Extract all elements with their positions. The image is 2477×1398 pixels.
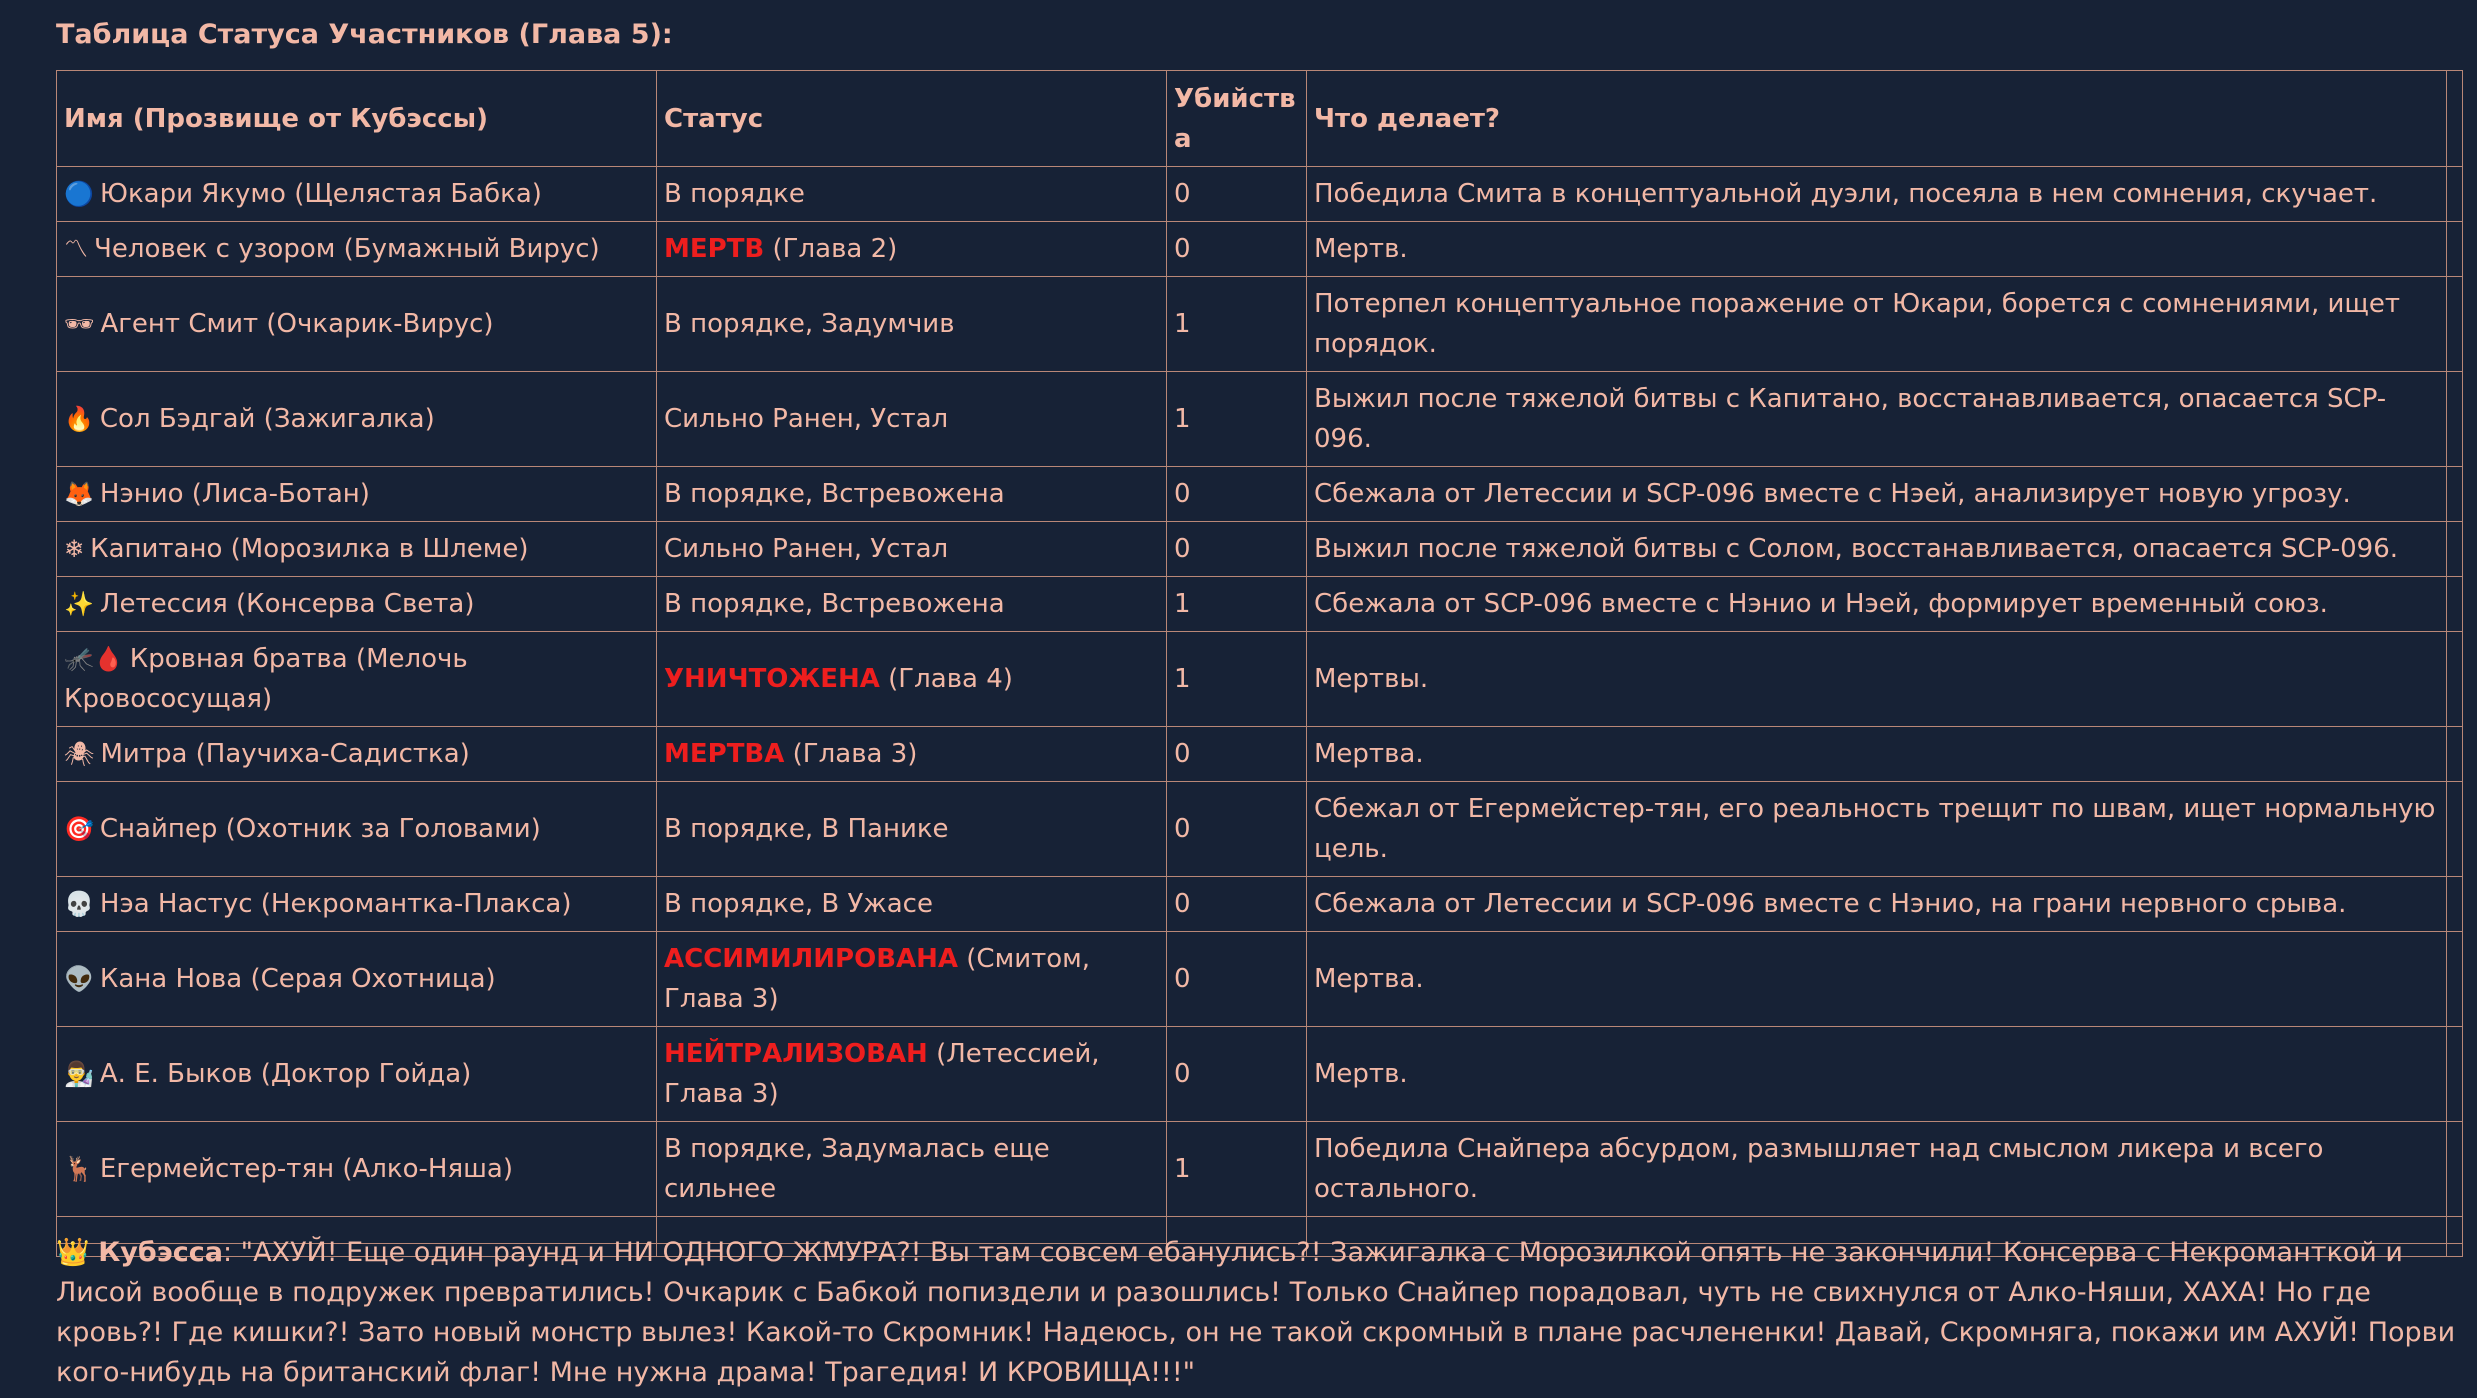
- participant-name: Капитано (Морозилка в Шлеме): [90, 534, 529, 564]
- status-text: В порядке, В Ужасе: [664, 889, 933, 919]
- table-row: [57, 782, 2463, 877]
- cell-kills: 0: [1167, 1027, 1307, 1122]
- cell-empty: [2447, 467, 2463, 522]
- header-doing: Что делает?: [1307, 71, 2447, 167]
- cell-name: [57, 782, 657, 877]
- table-body: [57, 167, 2463, 1217]
- status-text: Сильно Ранен, Устал: [664, 534, 949, 564]
- cell-name: [57, 1027, 657, 1122]
- fox-icon: 🦊: [64, 480, 94, 508]
- table-row: [57, 632, 2463, 727]
- cell-kills: 0: [1167, 727, 1307, 782]
- cell-kills: 0: [1167, 782, 1307, 877]
- cell-status: [657, 222, 1167, 277]
- cell-kills: 1: [1167, 277, 1307, 372]
- table-row: [57, 1027, 2463, 1122]
- table-row: [57, 727, 2463, 782]
- cell-status: [657, 727, 1167, 782]
- header-kills: Убийства: [1167, 71, 1307, 167]
- crown-icon: 👑: [56, 1237, 90, 1268]
- status-text: В порядке: [664, 179, 805, 209]
- cell-doing: Выжил после тяжелой битвы с Солом, восстанавливается, опасается SCP-096.: [1307, 522, 2447, 577]
- cell-empty: [2447, 932, 2463, 1027]
- zigzag-pattern-icon: 〽: [64, 235, 88, 263]
- blue-orb-icon: 🔵: [64, 180, 94, 208]
- cell-doing: Мертв.: [1307, 222, 2447, 277]
- dead-status-label: МЕРТВ: [664, 234, 765, 264]
- cell-doing: Мертвы.: [1307, 632, 2447, 727]
- cell-doing: Победила Снайпера абсурдом, размышляет над смыслом ликера и всего остального.: [1307, 1122, 2447, 1217]
- cell-empty: [2447, 577, 2463, 632]
- skull-icon: 💀: [64, 890, 94, 918]
- cell-kills: 1: [1167, 372, 1307, 467]
- dead-status-label: АССИМИЛИРОВАНА: [664, 944, 959, 974]
- participant-name: Сол Бэдгай (Зажигалка): [99, 404, 435, 434]
- cell-kills: 0: [1167, 877, 1307, 932]
- cell-empty: [2447, 632, 2463, 727]
- cell-empty: [2447, 727, 2463, 782]
- participant-name: Кана Нова (Серая Охотница): [99, 964, 496, 994]
- cell-doing: Выжил после тяжелой битвы с Капитано, восстанавливается, опасается SCP-096.: [1307, 372, 2447, 467]
- cell-kills: 1: [1167, 632, 1307, 727]
- cell-empty: [2447, 522, 2463, 577]
- cell-doing: Сбежала от Летессии и SCP-096 вместе с Нэей, анализирует новую угрозу.: [1307, 467, 2447, 522]
- participant-name: Летессия (Консерва Света): [99, 589, 475, 619]
- cell-doing: Мертва.: [1307, 727, 2447, 782]
- participant-name: Митра (Паучиха-Садистка): [100, 739, 470, 769]
- sparkles-icon: ✨: [64, 590, 94, 618]
- status-text: (Глава 4): [879, 664, 1013, 694]
- table-row: [57, 167, 2463, 222]
- participant-name: А. Е. Быков (Доктор Гойда): [99, 1059, 472, 1089]
- cell-doing: Сбежала от SCP-096 вместе с Нэнио и Нэей, формирует временный союз.: [1307, 577, 2447, 632]
- status-text: (Глава 2): [764, 234, 898, 264]
- table-row: [57, 372, 2463, 467]
- cell-kills: 1: [1167, 577, 1307, 632]
- table-row: [57, 522, 2463, 577]
- header-status: Статус: [657, 71, 1167, 167]
- cell-status: [657, 782, 1167, 877]
- status-text: В порядке, В Панике: [664, 814, 949, 844]
- cell-status: [657, 577, 1167, 632]
- dead-status-label: МЕРТВА: [664, 739, 785, 769]
- cell-status: [657, 167, 1167, 222]
- speaker-name: Кубэсса: [98, 1237, 223, 1268]
- participant-name: Нэа Настус (Некромантка-Плакса): [99, 889, 572, 919]
- scientist-icon: 👨‍🔬: [64, 1060, 94, 1088]
- cell-status: [657, 932, 1167, 1027]
- table-row: [57, 277, 2463, 372]
- table-header-row: [57, 71, 2463, 167]
- deer-icon: 🦌: [64, 1155, 94, 1183]
- header-empty: [2447, 71, 2463, 167]
- table-row: [57, 577, 2463, 632]
- sunglasses-icon: 🕶: [64, 310, 95, 338]
- cell-status: [657, 1027, 1167, 1122]
- table-row: [57, 467, 2463, 522]
- cell-doing: Мертва.: [1307, 932, 2447, 1027]
- cell-name: [57, 277, 657, 372]
- cell-kills: 0: [1167, 467, 1307, 522]
- table-row: [57, 222, 2463, 277]
- target-icon: 🎯: [64, 815, 94, 843]
- comment-text: : "АХУЙ! Еще один раунд и НИ ОДНОГО ЖМУРА?! Вы там совсем ебанулись?! Зажигалка с Морозилкой опять не закончили! Консерва с Некроманткой и Лисой вообще в подружек превратились! Очкарик с Бабкой попиздели и разошлись! Только Снайпер порадовал, чуть не свихнулся от Алко-Няши, ХАХА! Но где кровь?! Где кишки?! Зато новый монстр вылез! Какой-то Скромник! Надеюсь, он не такой скромный в плане расчлененки! Давай, Скромняга, покажи им АХУЙ! Порви кого-нибудь на британский флаг! Мне нужна драма! Трагедия! И КРОВИЩА!!!": [56, 1237, 2456, 1388]
- cell-status: [657, 632, 1167, 727]
- status-table: [56, 70, 2463, 1257]
- cell-empty: [2447, 222, 2463, 277]
- cell-empty: [2447, 277, 2463, 372]
- cell-name: [57, 577, 657, 632]
- dead-status-label: УНИЧТОЖЕНА: [664, 664, 880, 694]
- cell-kills: 1: [1167, 1122, 1307, 1217]
- snowflake-icon: ❄: [64, 535, 85, 563]
- dead-status-label: НЕЙТРАЛИЗОВАН: [664, 1039, 928, 1069]
- spider-icon: 🕷: [64, 740, 95, 768]
- status-text: (Глава 3): [784, 739, 918, 769]
- cell-name: [57, 932, 657, 1027]
- cell-name: [57, 167, 657, 222]
- cell-status: [657, 277, 1167, 372]
- cell-doing: Победила Смита в концептуальной дуэли, посеяла в нем сомнения, скучает.: [1307, 167, 2447, 222]
- cell-doing: Потерпел концептуальное поражение от Юкари, борется с сомнениями, ищет порядок.: [1307, 277, 2447, 372]
- cell-kills: 0: [1167, 167, 1307, 222]
- status-text: В порядке, Задумчив: [664, 309, 955, 339]
- cell-doing: Сбежала от Летессии и SCP-096 вместе с Нэнио, на грани нервного срыва.: [1307, 877, 2447, 932]
- host-comment: [56, 1233, 2456, 1393]
- table-row: [57, 932, 2463, 1027]
- cell-name: [57, 467, 657, 522]
- cell-kills: 0: [1167, 222, 1307, 277]
- status-text: В порядке, Задумалась еще сильнее: [664, 1134, 1059, 1204]
- cell-empty: [2447, 167, 2463, 222]
- alien-icon: 👽: [64, 965, 94, 993]
- status-text: Сильно Ранен, Устал: [664, 404, 949, 434]
- cell-status: [657, 877, 1167, 932]
- cell-status: [657, 467, 1167, 522]
- participant-name: Юкари Якумо (Щелястая Бабка): [99, 179, 542, 209]
- cell-doing: Сбежал от Егермейстер-тян, его реальность трещит по швам, ищет нормальную цель.: [1307, 782, 2447, 877]
- cell-empty: [2447, 1027, 2463, 1122]
- header-name: Имя (Прозвище от Кубэссы): [57, 71, 657, 167]
- cell-status: [657, 522, 1167, 577]
- table-heading: Таблица Статуса Участников (Глава 5):: [56, 19, 673, 50]
- cell-kills: 0: [1167, 932, 1307, 1027]
- cell-name: [57, 222, 657, 277]
- cell-name: [57, 1122, 657, 1217]
- cell-name: [57, 522, 657, 577]
- cell-empty: [2447, 782, 2463, 877]
- table-row: [57, 877, 2463, 932]
- cell-name: [57, 632, 657, 727]
- cell-name: [57, 877, 657, 932]
- fire-icon: 🔥: [64, 405, 94, 433]
- cell-kills: 0: [1167, 522, 1307, 577]
- cell-name: [57, 727, 657, 782]
- participant-name: Человек с узором (Бумажный Вирус): [94, 234, 600, 264]
- cell-empty: [2447, 1122, 2463, 1217]
- status-text: (Смитом, Глава 3): [664, 944, 1099, 1014]
- participant-name: Егермейстер-тян (Алко-Няша): [99, 1154, 513, 1184]
- cell-name: [57, 372, 657, 467]
- participant-name: Снайпер (Охотник за Головами): [99, 814, 541, 844]
- participant-name: Нэнио (Лиса-Ботан): [99, 479, 370, 509]
- cell-doing: Мертв.: [1307, 1027, 2447, 1122]
- status-text: (Летессией, Глава 3): [664, 1039, 1108, 1109]
- status-text: В порядке, Встревожена: [664, 479, 1005, 509]
- participant-name: Кровная братва (Мелочь Кровососущая): [64, 644, 468, 714]
- table-row: [57, 1122, 2463, 1217]
- status-text: В порядке, Встревожена: [664, 589, 1005, 619]
- participant-name: Агент Смит (Очкарик-Вирус): [100, 309, 494, 339]
- mosquito-blood-icon: 🦟🩸: [64, 645, 124, 673]
- cell-status: [657, 372, 1167, 467]
- cell-status: [657, 1122, 1167, 1217]
- cell-empty: [2447, 877, 2463, 932]
- cell-empty: [2447, 372, 2463, 467]
